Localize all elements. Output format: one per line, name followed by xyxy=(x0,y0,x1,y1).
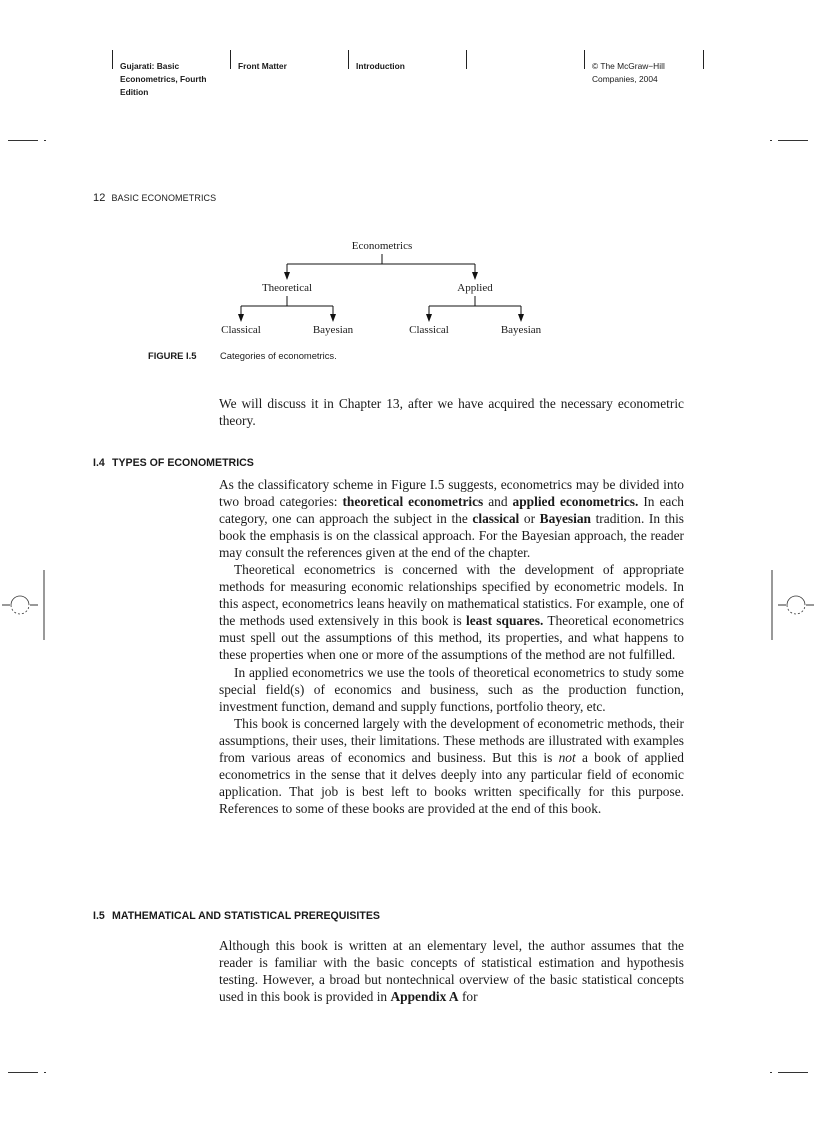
section-title: TYPES OF ECONOMETRICS xyxy=(112,457,254,469)
page-number: 12 xyxy=(93,192,106,204)
node-theoretical-classical: Classical xyxy=(221,324,261,336)
section-heading-i4 xyxy=(93,457,254,469)
node-applied: Applied xyxy=(457,282,493,294)
node-econometrics: Econometrics xyxy=(351,240,413,252)
crop-mark xyxy=(778,140,808,141)
figure-caption xyxy=(148,350,337,361)
paragraph: This book is concerned largely with the development of econometric methods, their assumptions, their uses, their limitations. These methods are illustrated with examples from various areas of economics and business. But this is not a book of applied econometrics in the sense that it delves deeply into any particular field of economic application. That job is best left to books written specifically for this purpose. References to some of these books are provided at the end of this book. xyxy=(219,715,684,816)
header-copyright: © The McGraw−Hill Companies, 2004 xyxy=(592,61,665,84)
figure-number: FIGURE I.5 xyxy=(148,350,197,361)
running-head xyxy=(93,192,216,204)
node-theoretical-bayesian: Bayesian xyxy=(312,324,354,336)
crop-mark xyxy=(8,1072,38,1073)
header-divider xyxy=(466,50,585,69)
header-chapter: Introduction xyxy=(356,61,405,71)
econometrics-tree-diagram xyxy=(210,236,560,346)
figure-caption-text: Categories of econometrics. xyxy=(220,350,337,361)
running-title: BASIC ECONOMETRICS xyxy=(111,193,217,203)
paragraph: In applied econometrics we use the tools of theoretical econometrics to study some special field(s) of economics and business, such as the production function, investment function, demand and supply functions, portfolio theory, etc. xyxy=(219,664,684,714)
section-i5-body xyxy=(219,937,684,1005)
crop-mark xyxy=(44,1072,46,1073)
section-title: MATHEMATICAL AND STATISTICAL PREREQUISITES xyxy=(112,910,380,922)
paragraph: As the classificatory scheme in Figure I.5 suggests, econometrics may be divided into two broad categories: theoretical econometrics and applied econometrics. In each category, one can approach the subject in the classical or Bayesian tradition. In this book the emphasis is on the classical approach. For the Bayesian approach, the reader may consult the references given at the end of the chapter. xyxy=(219,477,684,561)
paragraph: Although this book is written at an elementary level, the author assumes that the reader is familiar with the basic concepts of statistical estimation and hypothesis testing. However, a broad but nontechnical overview of the basic statistical concepts used in this book is provided in Appendix A for xyxy=(219,938,684,1005)
section-heading-i5 xyxy=(93,910,380,922)
node-applied-classical: Classical xyxy=(409,324,449,336)
header-part: Front Matter xyxy=(238,61,287,71)
crop-mark xyxy=(44,140,46,141)
crop-mark xyxy=(770,140,772,141)
intro-paragraph xyxy=(219,395,684,429)
book-header xyxy=(112,50,703,102)
registration-mark-right xyxy=(766,570,816,640)
section-i4-body xyxy=(219,476,684,817)
paragraph: Theoretical econometrics is concerned with the development of appropriate methods for measuring economic relationships specified by econometric models. In this aspect, econometrics leans heavily on mathematical statistics. For example, one of the methods used extensively in this book is least squares. Theoretical econometrics must spell out the assumptions of this method, its properties, and what happens to these properties when one or more of the assumptions of the method are not fulfilled. xyxy=(219,562,684,663)
paragraph: We will discuss it in Chapter 13, after we have acquired the necessary econometric theory. xyxy=(219,396,684,429)
section-number: I.4 xyxy=(93,457,105,469)
crop-mark xyxy=(778,1072,808,1073)
section-number: I.5 xyxy=(93,910,105,922)
node-applied-bayesian: Bayesian xyxy=(500,324,542,336)
node-theoretical: Theoretical xyxy=(261,282,313,294)
header-book-title: Gujarati: Basic Econometrics, Fourth Edition xyxy=(120,61,207,97)
crop-mark xyxy=(770,1072,772,1073)
crop-mark xyxy=(8,140,38,141)
registration-mark-left xyxy=(0,570,50,640)
